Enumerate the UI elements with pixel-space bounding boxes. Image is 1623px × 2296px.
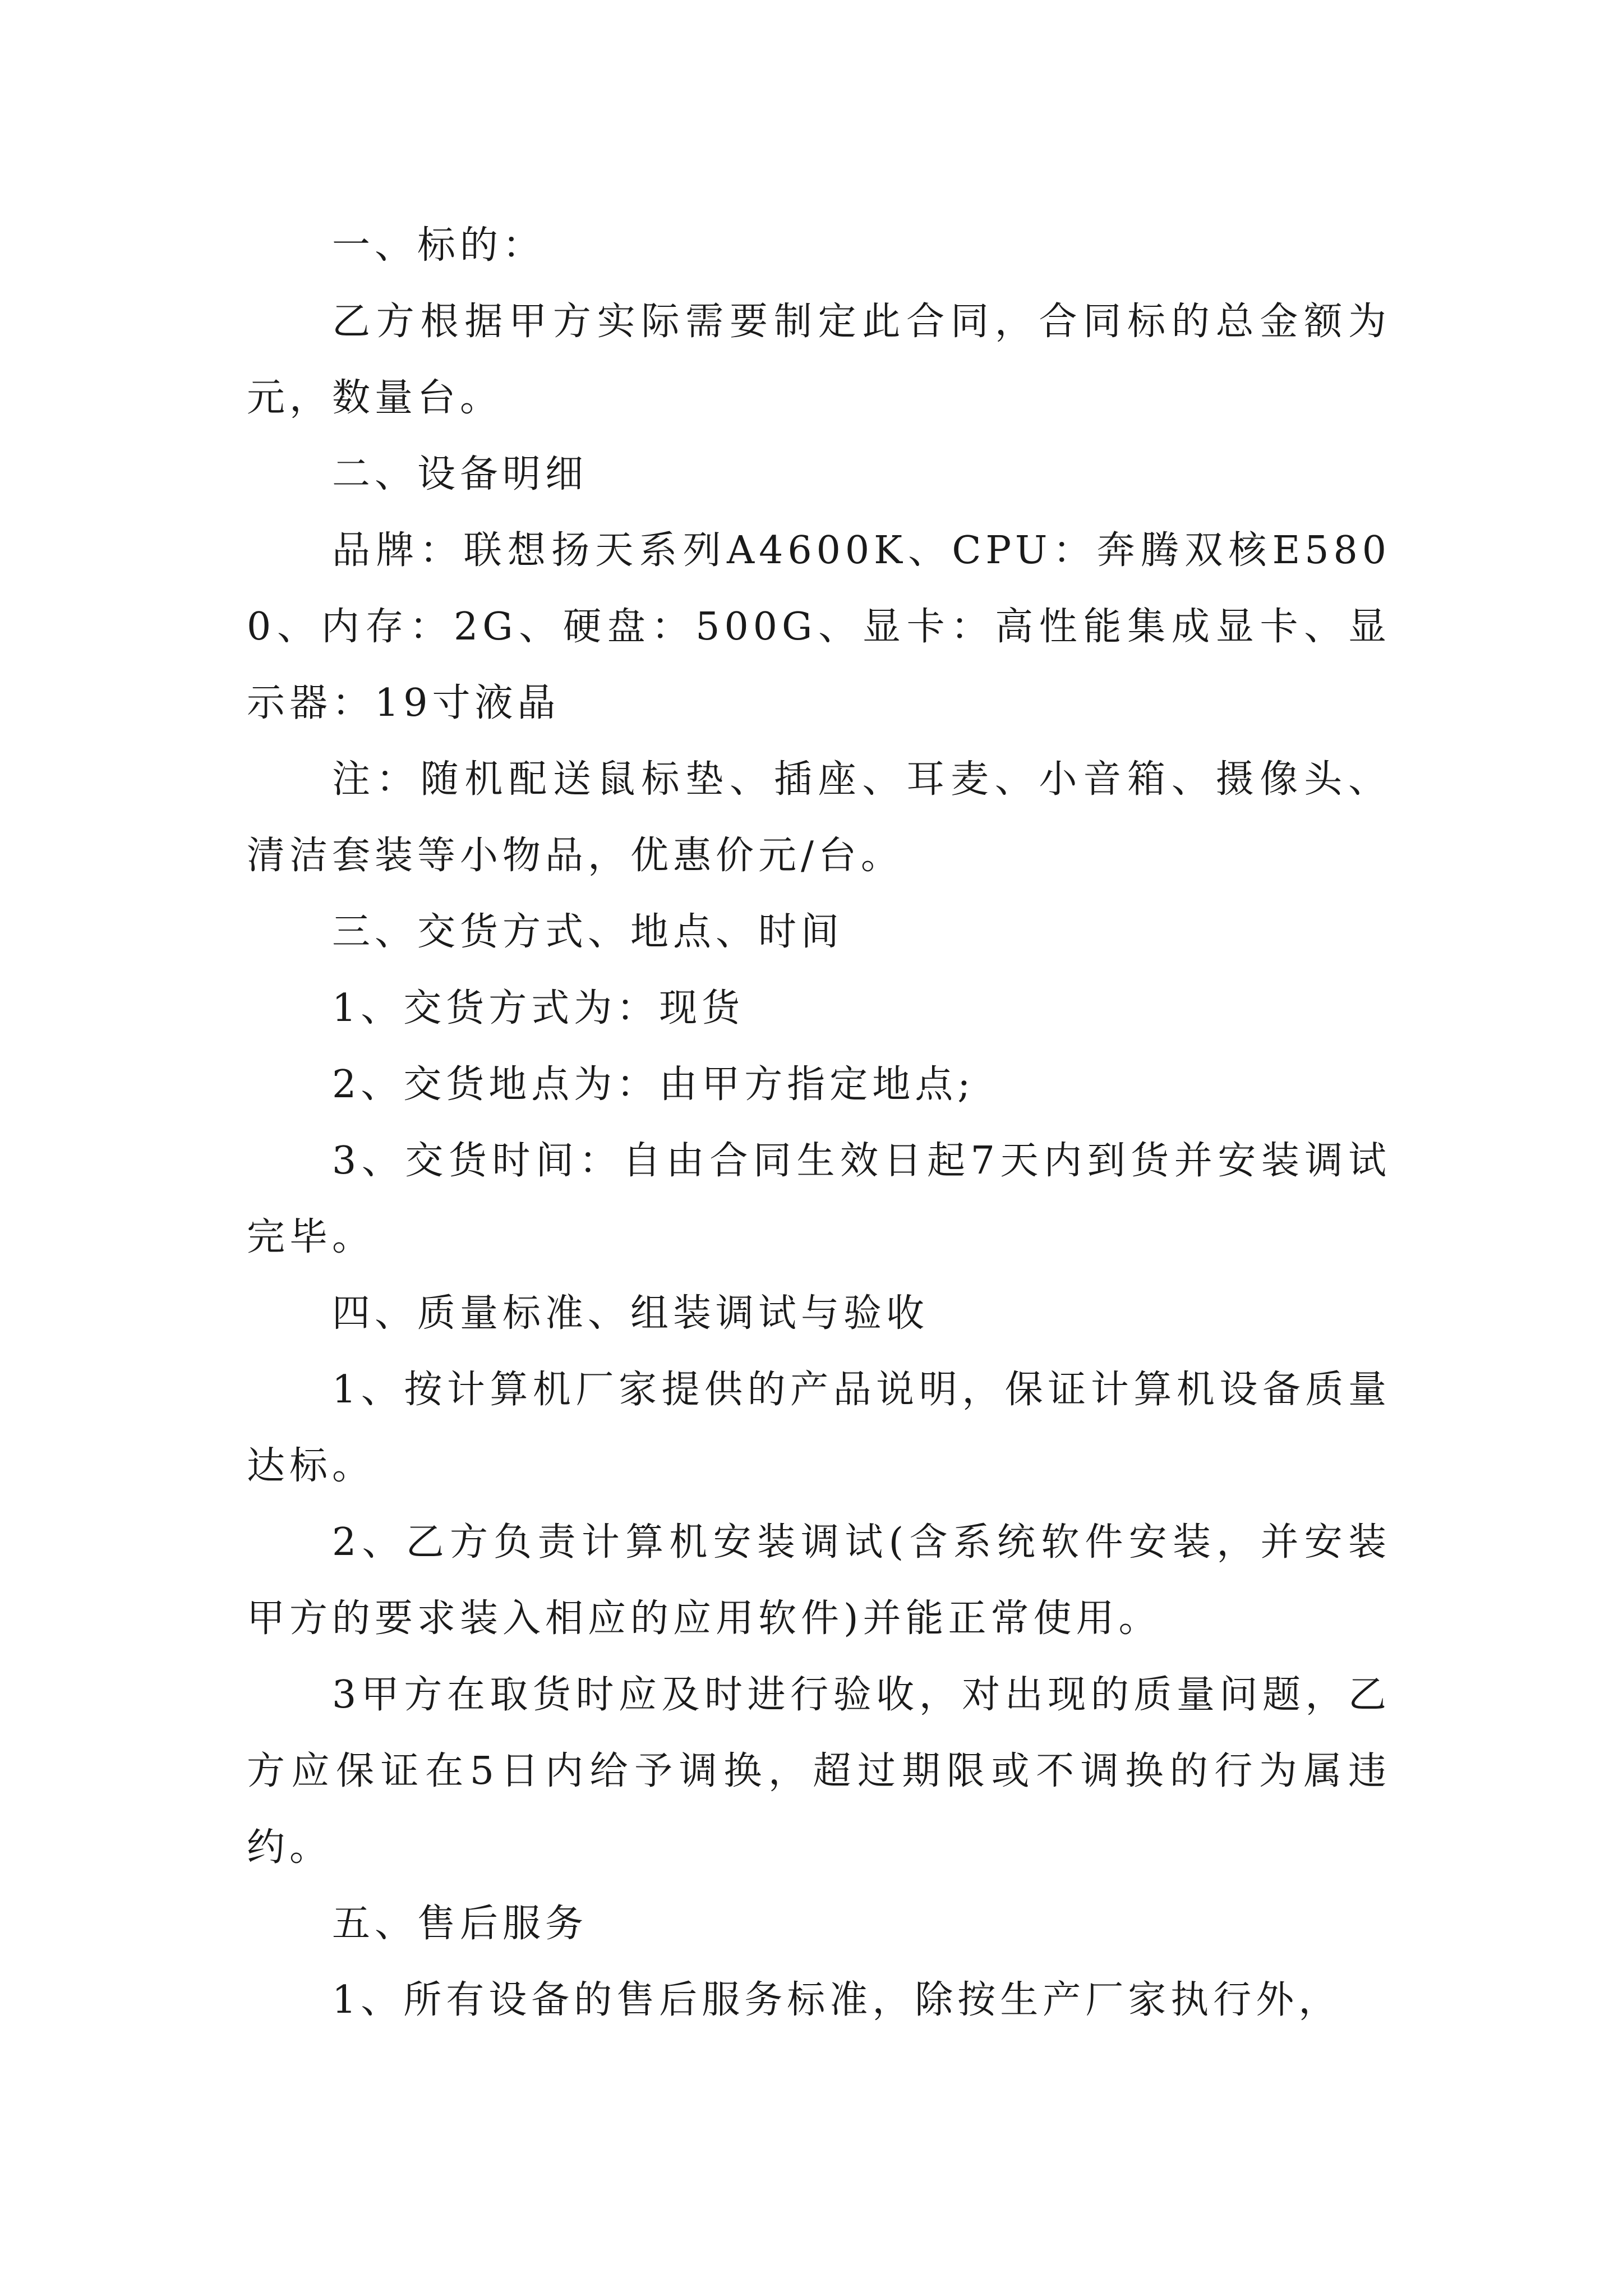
paragraph-delivery-method: 1、交货方式为：现货: [332, 986, 745, 1030]
paragraph-after-sales-standard: 1、所有设备的售后服务标准，除按生产厂家执行外，: [332, 1978, 1341, 2022]
paragraph-quality-standard: 1、按计算机厂家提供的产品说明，保证计算机设备质量达标。: [247, 1368, 1391, 1488]
paragraph-equipment-note: 注：随机配送鼠标垫、插座、耳麦、小音箱、摄像头、清洁套装等小物品，优惠价元/台。: [247, 757, 1391, 878]
paragraph-contract-amount: 乙方根据甲方实际需要制定此合同，合同标的总金额为元，数量台。: [247, 300, 1391, 420]
paragraph-installation: 2、乙方负责计算机安装调试(含系统软件安装，并安装甲方的要求装入相应的应用软件)并能正常使用。: [247, 1520, 1391, 1641]
paragraph-delivery-time: 3、交货时间：自由合同生效日起7天内到货并安装调试完毕。: [247, 1139, 1391, 1259]
paragraph-delivery-location: 2、交货地点为：由甲方指定地点;: [332, 1062, 975, 1107]
section-heading-quality: 四、质量标准、组装调试与验收: [332, 1291, 929, 1336]
section-heading-subject: 一、标的：: [332, 223, 546, 268]
document-body: [247, 208, 1391, 2039]
section-heading-after-sales: 五、售后服务: [332, 1902, 588, 1946]
section-heading-delivery: 三、交货方式、地点、时间: [332, 910, 844, 954]
section-heading-equipment: 二、设备明细: [332, 452, 588, 496]
paragraph-acceptance: 3甲方在取货时应及时进行验收，对出现的质量问题，乙方应保证在5日内给予调换，超过期限或不调换的行为属违约。: [247, 1673, 1391, 1870]
paragraph-equipment-specs: 品牌：联想扬天系列A4600K、CPU：奔腾双核E5800、内存：2G、硬盘：500G、显卡：高性能集成显卡、显示器：19寸液晶: [247, 528, 1391, 725]
